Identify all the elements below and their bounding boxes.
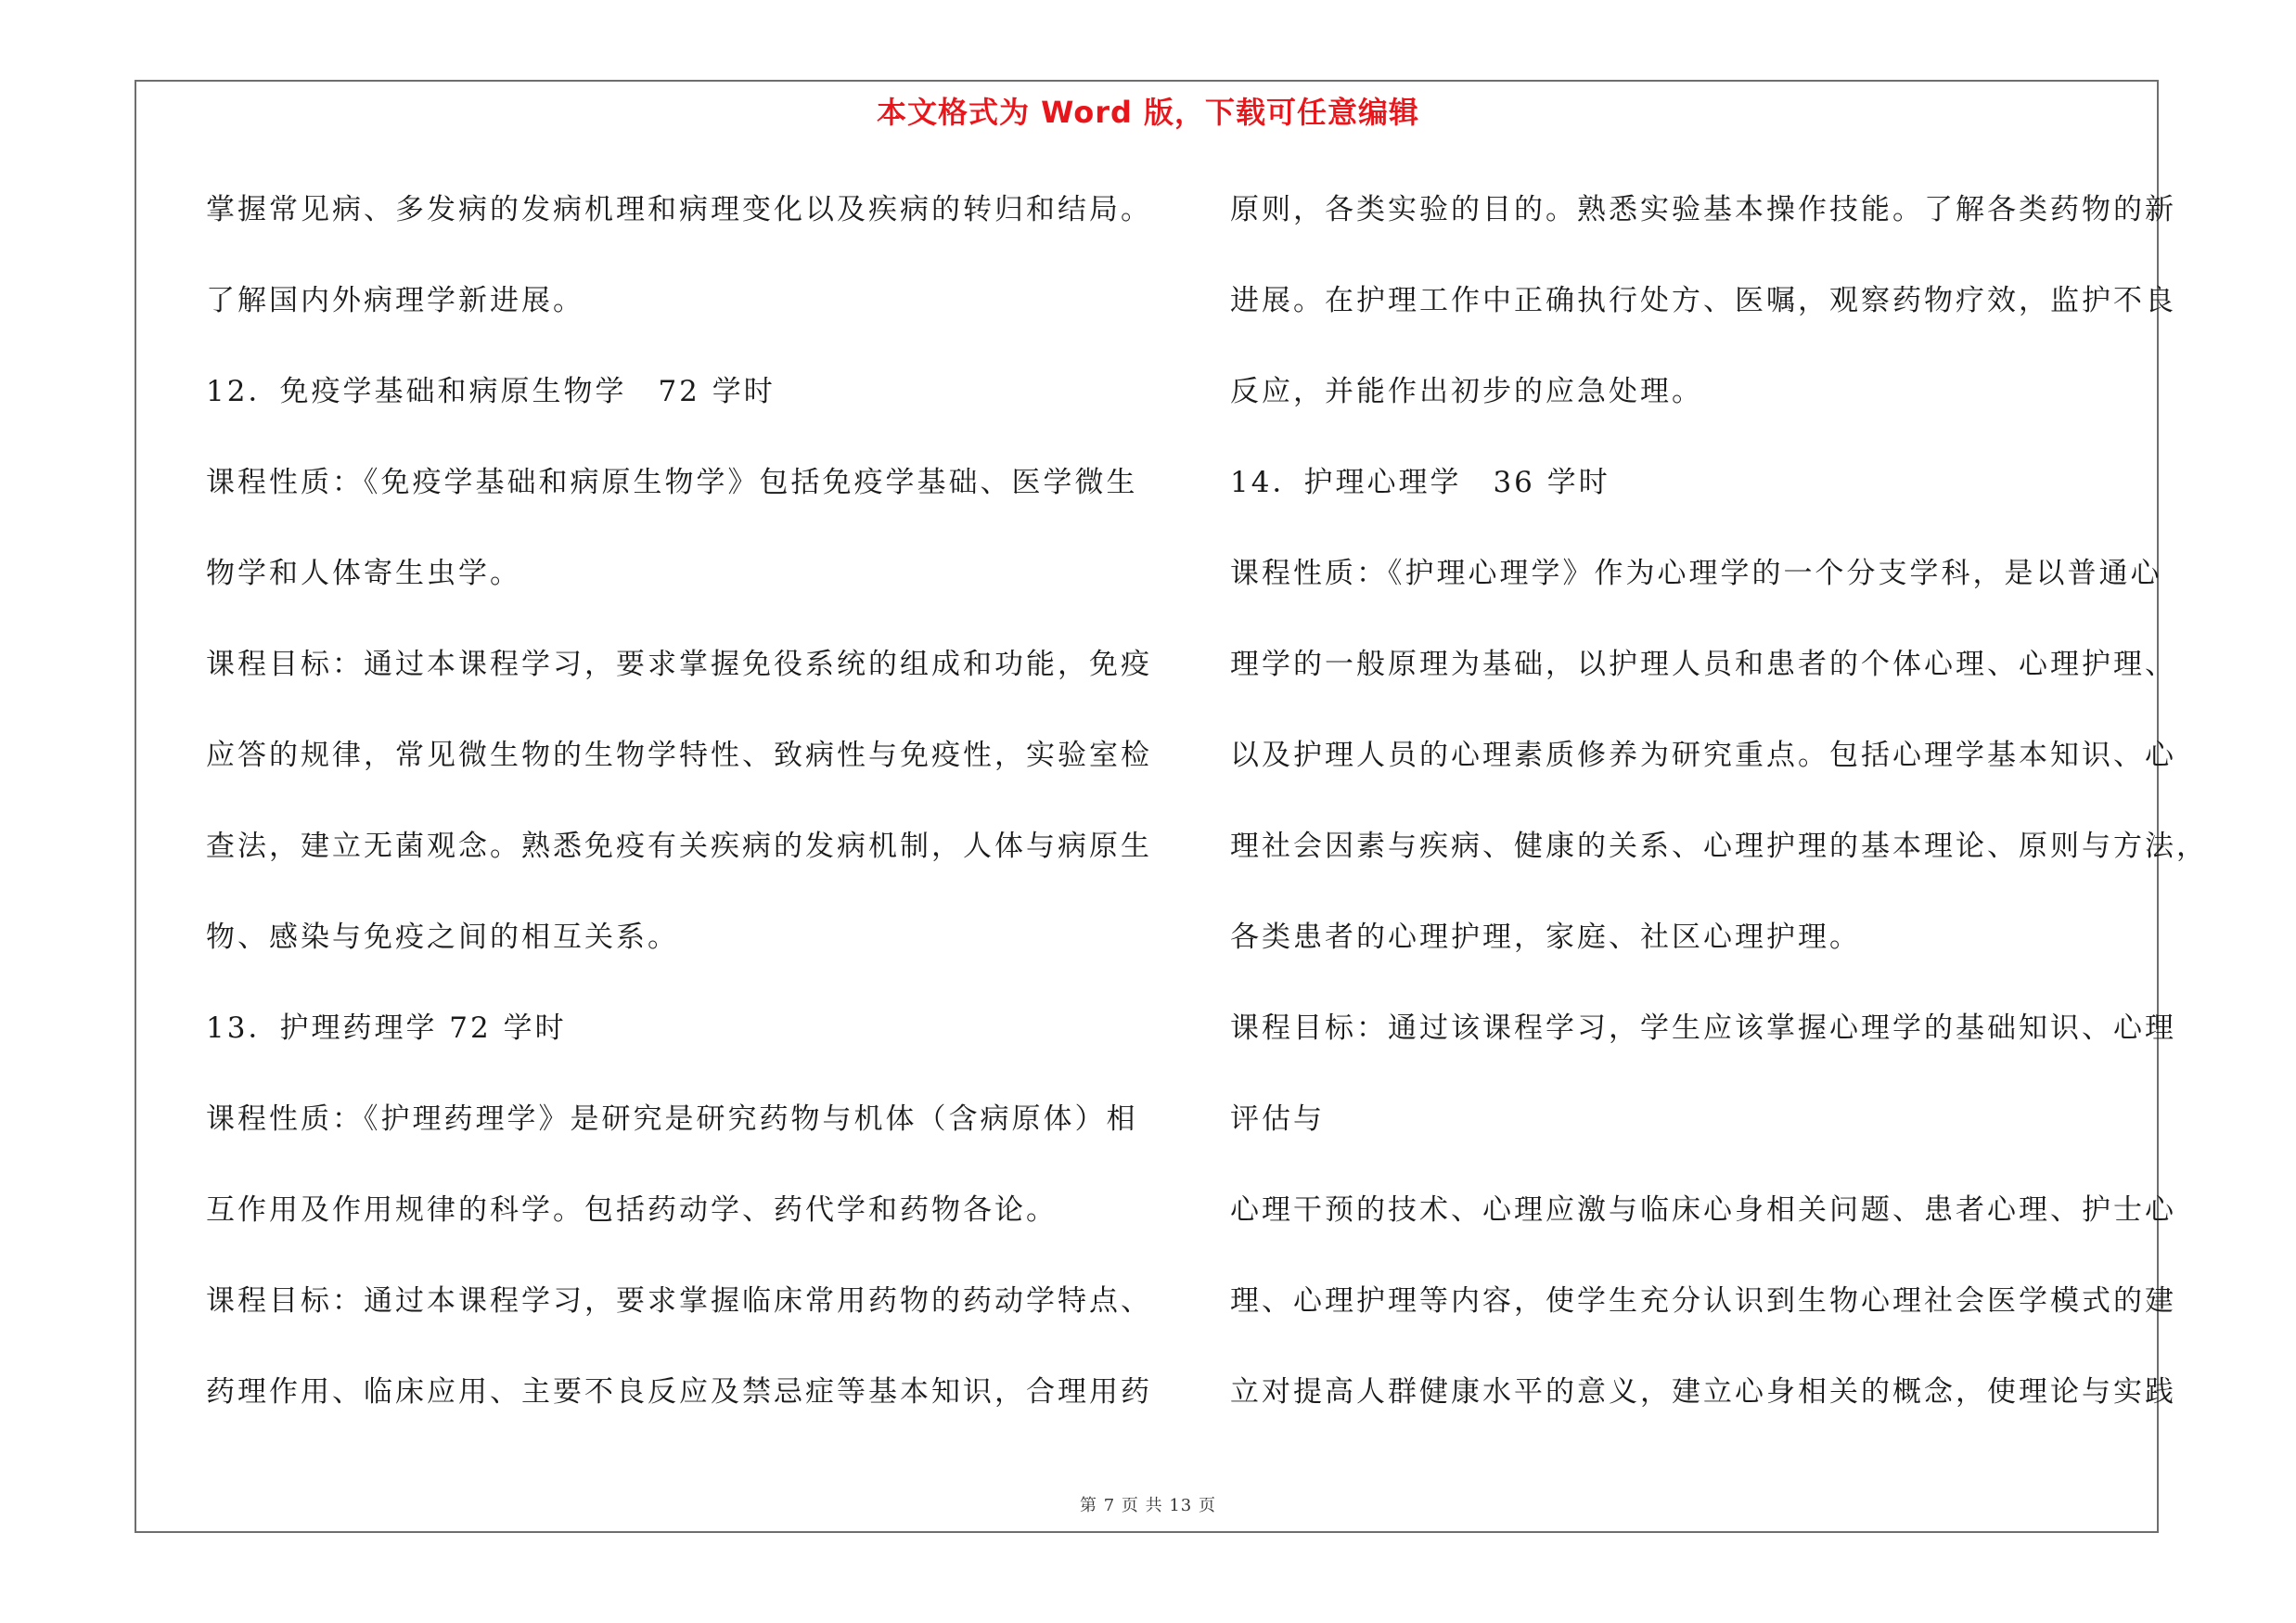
- text-line: 掌握常见病、多发病的发病机理和病理变化以及疾病的转归和结局。: [206, 193, 1152, 226]
- text-line: 互作用及作用规律的科学。包括药动学、药代学和药物各论。: [206, 1193, 1058, 1227]
- text-line: 课程目标：通过该课程学习，学生应该掌握心理学的基础知识、心理: [1230, 1011, 2176, 1045]
- text-line: 立对提高人群健康水平的意义，建立心身相关的概念，使理论与实践: [1230, 1375, 2176, 1409]
- text-line: 以及护理人员的心理素质修养为研究重点。包括心理学基本知识、心: [1230, 739, 2176, 772]
- text-line: 课程目标：通过本课程学习，要求掌握临床常用药物的药动学特点、: [206, 1284, 1152, 1318]
- text-line: 物、感染与免疫之间的相互关系。: [206, 921, 679, 954]
- text-line: 心理干预的技术、心理应激与临床心身相关问题、患者心理、护士心: [1230, 1193, 2176, 1227]
- text-line: 药理作用、临床应用、主要不良反应及禁忌症等基本知识，合理用药: [206, 1375, 1152, 1409]
- text-line: 理学的一般原理为基础，以护理人员和患者的个体心理、心理护理、: [1230, 648, 2176, 681]
- text-line: 课程性质：《护理心理学》作为心理学的一个分支学科，是以普通心: [1230, 557, 2162, 590]
- text-line: 查法，建立无菌观念。熟悉免疫有关疾病的发病机制，人体与病原生: [206, 830, 1152, 863]
- text-line: 物学和人体寄生虫学。: [206, 557, 521, 590]
- text-line: 原则，各类实验的目的。熟悉实验基本操作技能。了解各类药物的新: [1230, 193, 2176, 226]
- section-heading: 13．护理药理学 72 学时: [206, 1011, 567, 1045]
- text-line: 课程性质：《护理药理学》是研究是研究药物与机体（含病原体）相: [206, 1102, 1138, 1136]
- section-heading: 14．护理心理学 36 学时: [1230, 466, 1610, 499]
- left-column: [206, 182, 1152, 1455]
- section-heading: 12．免疫学基础和病原生物学 72 学时: [206, 375, 776, 408]
- text-line: 各类患者的心理护理，家庭、社区心理护理。: [1230, 921, 1861, 954]
- text-line: 反应，并能作出初步的应急处理。: [1230, 375, 1703, 408]
- page-number-footer: 第 7 页 共 13 页: [1080, 1496, 1216, 1515]
- text-line: 评估与: [1230, 1102, 1325, 1136]
- text-line: 进展。在护理工作中正确执行处方、医嘱，观察药物疗效，监护不良: [1230, 284, 2176, 317]
- text-line: 课程目标：通过本课程学习，要求掌握免役系统的组成和功能，免疫: [206, 648, 1152, 681]
- format-banner: 本文格式为 Word 版，下载可任意编辑: [876, 95, 1420, 130]
- text-line: 应答的规律，常见微生物的生物学特性、致病性与免疫性，实验室检: [206, 739, 1152, 772]
- text-line: 了解国内外病理学新进展。: [206, 284, 584, 317]
- text-line: 课程性质：《免疫学基础和病原生物学》包括免疫学基础、医学微生: [206, 466, 1138, 499]
- right-column: [1230, 182, 2208, 1455]
- text-line: 理社会因素与疾病、健康的关系、心理护理的基本理论、原则与方法，: [1230, 830, 2208, 863]
- text-line: 理、心理护理等内容，使学生充分认识到生物心理社会医学模式的建: [1230, 1284, 2176, 1318]
